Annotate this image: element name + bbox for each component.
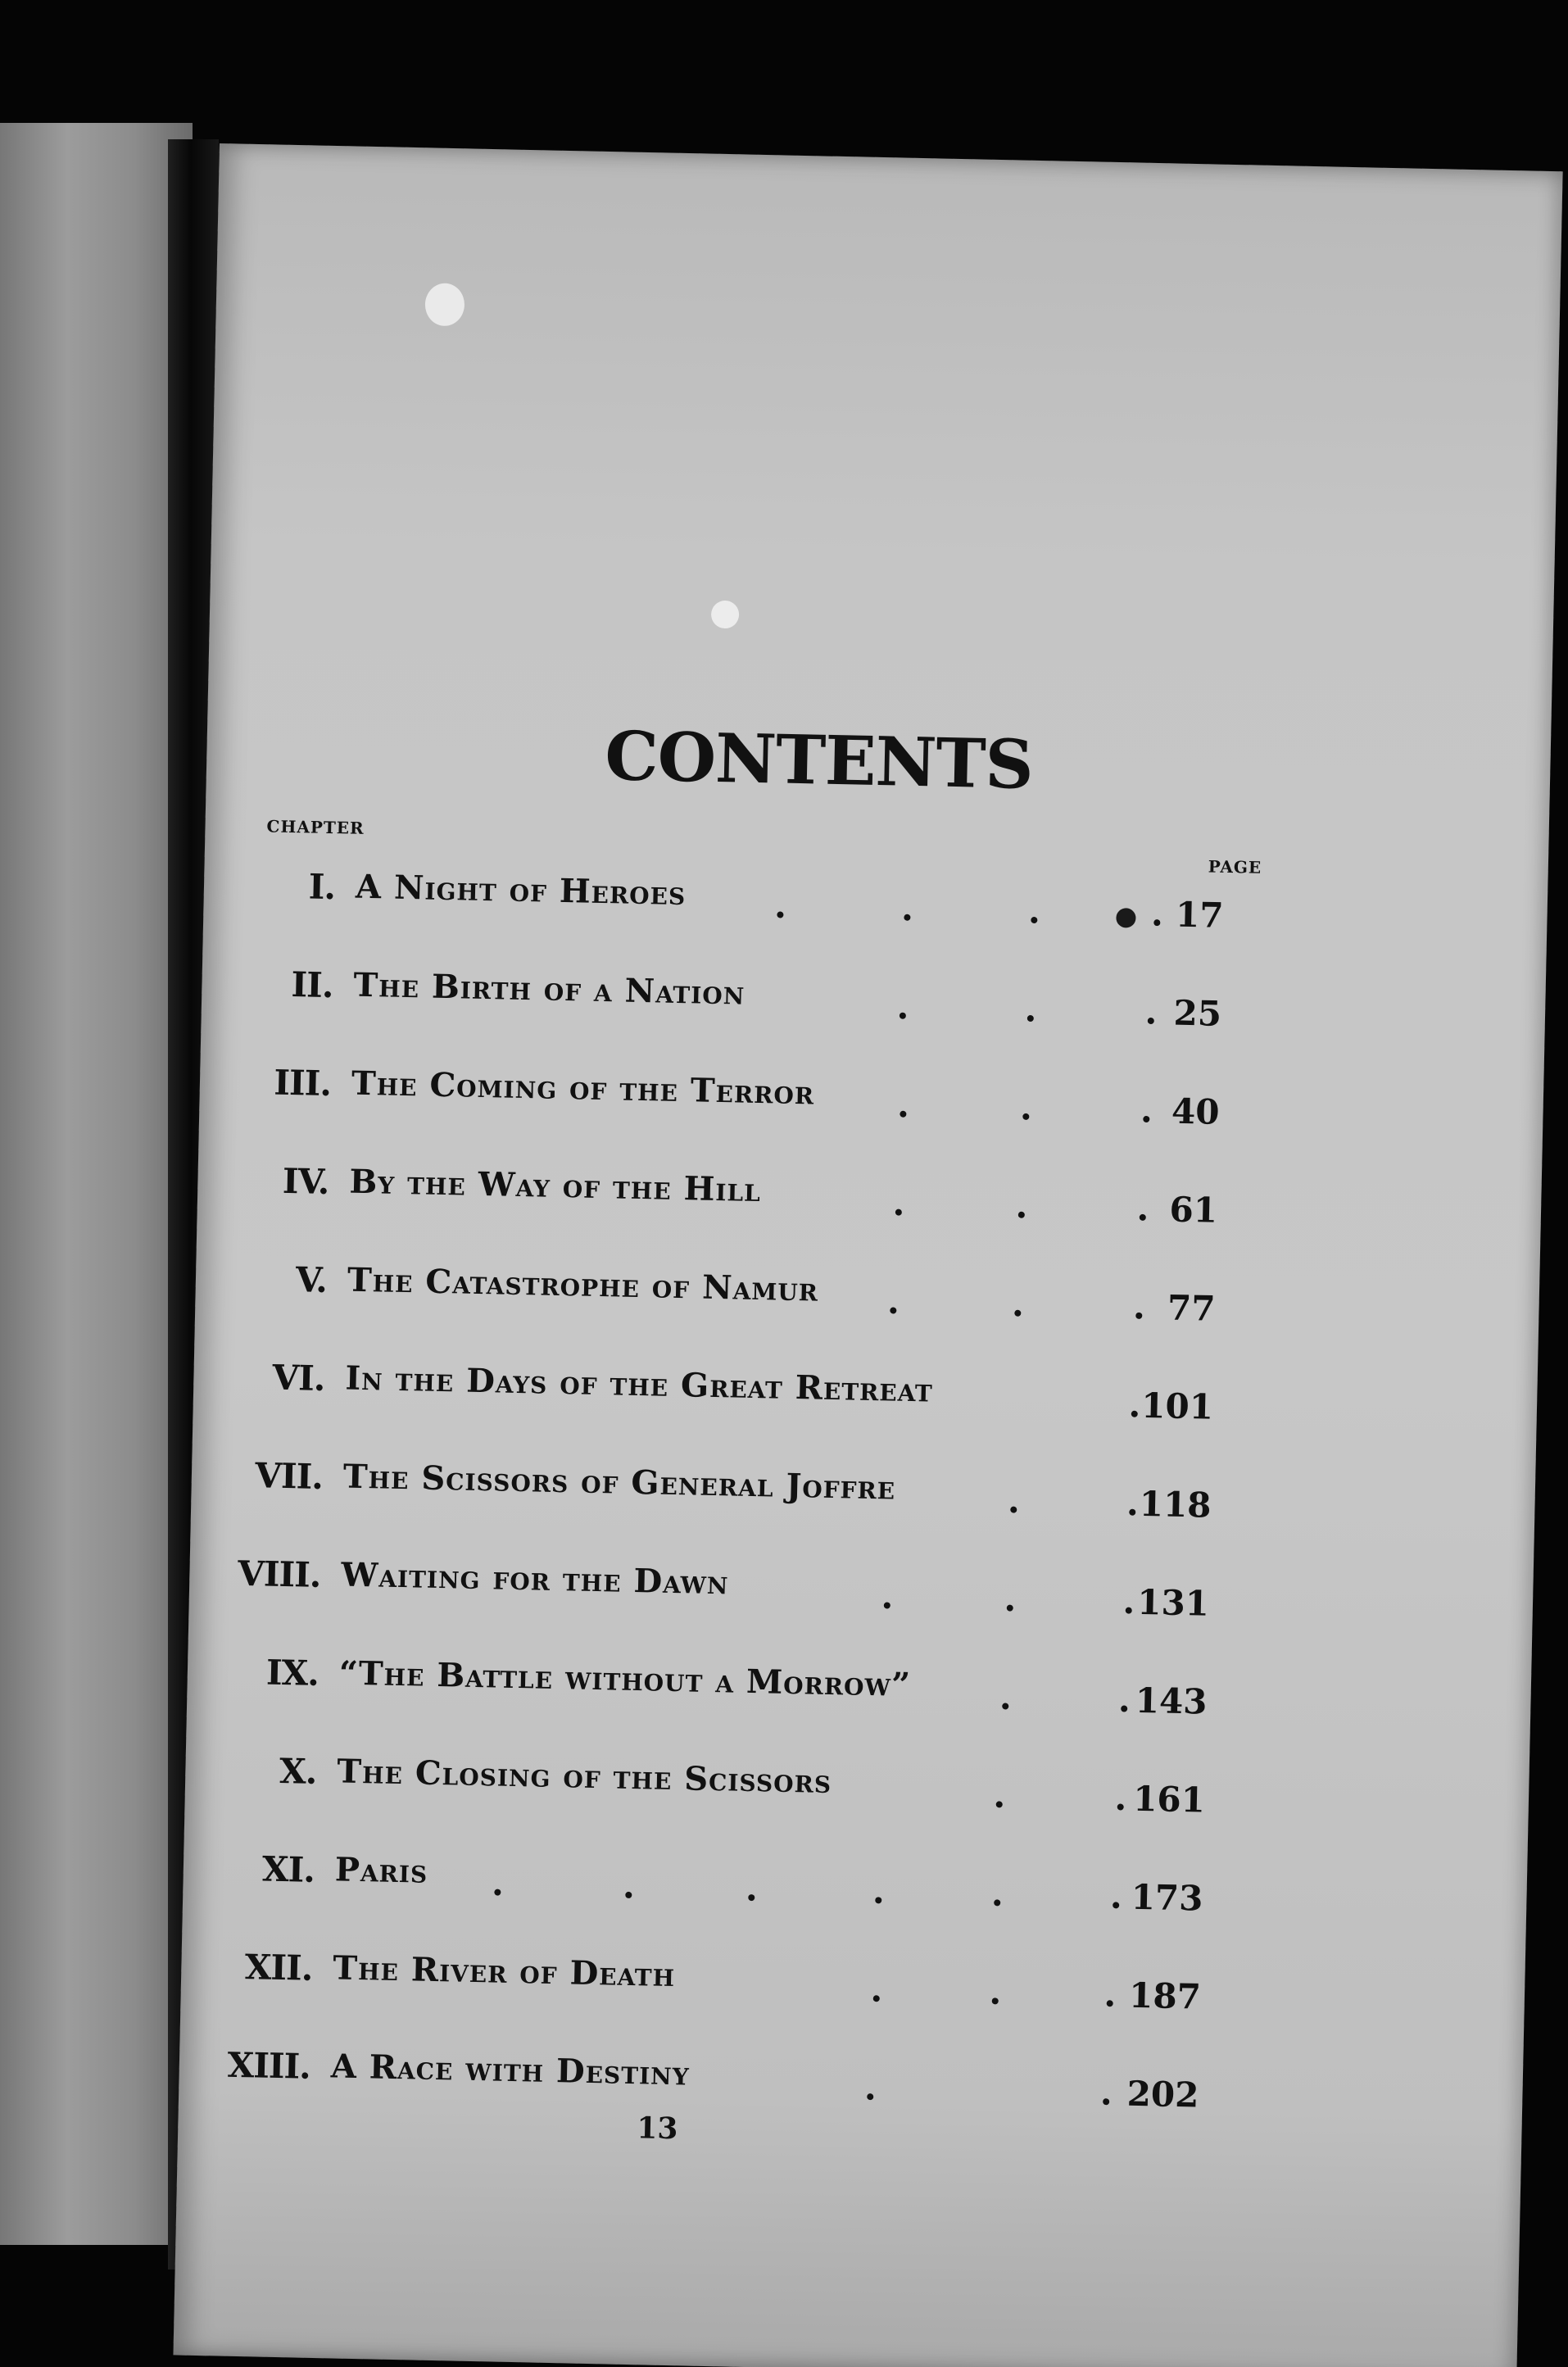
leader-dot (884, 1602, 890, 1608)
chapter-number: XII. (244, 1947, 313, 1988)
leader-dot (777, 911, 783, 918)
leader-dot (494, 1889, 501, 1895)
leader-dot (895, 1209, 902, 1216)
contents-entry (191, 1454, 1421, 1537)
chapter-number: V. (295, 1259, 328, 1301)
chapter-title: The Scissors of General Joffre (342, 1457, 896, 1508)
page-number: 17 (1175, 894, 1225, 936)
chapter-title: “The Battle without a Morrow” (338, 1653, 912, 1705)
page-column-label: PAGE (1208, 856, 1262, 877)
page-number: 61 (1169, 1189, 1218, 1231)
page-number: 40 (1171, 1091, 1221, 1132)
contents-heading: CONTENTS (604, 717, 1034, 805)
page-folio: 13 (636, 2111, 678, 2147)
contents-entry (179, 2043, 1408, 2126)
page-number: 202 (1126, 2073, 1199, 2115)
leader-dot (994, 1899, 1000, 1906)
paper-speck (711, 601, 740, 629)
contents-entry (202, 963, 1431, 1045)
chapter-title: In the Days of the Great Retreat (344, 1358, 934, 1410)
leader-dot (748, 1894, 755, 1901)
leader-dot (1007, 1605, 1013, 1612)
contents-entry (199, 1061, 1429, 1144)
leader-dot (1002, 1703, 1008, 1709)
leader-dot (900, 1111, 906, 1118)
chapter-title: The Birth of a Nation (353, 965, 745, 1013)
contents-entry (197, 1159, 1427, 1242)
leader-dot (873, 1995, 880, 2002)
chapter-number: XIII. (227, 2044, 311, 2087)
page-number: 25 (1173, 992, 1222, 1034)
leader-dot (1022, 1113, 1029, 1120)
chapter-title: The Catastrophe of Namur (347, 1260, 819, 1309)
chapter-title: A Race with Destiny (330, 2047, 691, 2093)
leader-dot (900, 1013, 906, 1019)
page-number: 77 (1167, 1287, 1216, 1329)
page-number: 131 (1136, 1581, 1210, 1624)
contents-page (173, 143, 1562, 2367)
chapter-title: By the Way of the Hill (349, 1162, 762, 1210)
contents-entry (180, 1946, 1410, 2029)
chapter-number: I. (308, 866, 336, 908)
contents-entry (195, 1258, 1425, 1340)
chapter-number: XI. (261, 1848, 315, 1890)
leader-dot (1014, 1310, 1021, 1317)
left-page-edge (0, 123, 193, 2245)
leader-dot (904, 914, 910, 921)
contents-entry (187, 1651, 1416, 1734)
chapter-column-label: CHAPTER (266, 816, 365, 838)
leader-dot (1010, 1507, 1017, 1513)
page-number: 187 (1128, 1975, 1202, 2017)
page-number: 118 (1139, 1483, 1212, 1526)
chapter-title: A Night of Heroes (355, 867, 687, 914)
chapter-number: X. (279, 1750, 317, 1792)
chapter-number: IV. (282, 1160, 329, 1203)
leader-dot (625, 1892, 632, 1898)
chapter-title: The Closing of the Scissors (336, 1752, 832, 1802)
leader-dot (875, 1897, 881, 1903)
leader-dot (1018, 1212, 1025, 1218)
chapter-number: VIII. (237, 1553, 321, 1595)
page-number: 173 (1131, 1876, 1203, 1919)
chapter-number: VII. (254, 1455, 324, 1497)
contents-entry (184, 1749, 1414, 1832)
chapter-title: The River of Death (332, 1948, 676, 1995)
chapter-number: III. (273, 1062, 332, 1104)
contents-entry (189, 1553, 1419, 1635)
contents-entry (183, 1848, 1412, 1930)
leader-dot (1027, 1015, 1034, 1022)
contents-entry (193, 1356, 1423, 1439)
chapter-number: II. (291, 964, 334, 1006)
chapter-title: Paris (334, 1850, 428, 1891)
chapter-number: VI. (272, 1357, 325, 1399)
leader-dot (992, 1997, 999, 2004)
page-number: 143 (1135, 1680, 1208, 1722)
chapter-title: The Coming of the Terror (351, 1063, 815, 1113)
chapter-number: IX. (265, 1652, 319, 1694)
leader-dot (867, 2093, 873, 2100)
leader-dot (996, 1801, 1003, 1807)
page-number: 101 (1140, 1385, 1214, 1427)
page-number: 161 (1132, 1778, 1206, 1821)
chapter-title: Waiting for the Dawn (340, 1555, 730, 1603)
leader-dot (890, 1307, 896, 1313)
leader-dot (1031, 917, 1037, 923)
paper-speck (424, 283, 465, 326)
